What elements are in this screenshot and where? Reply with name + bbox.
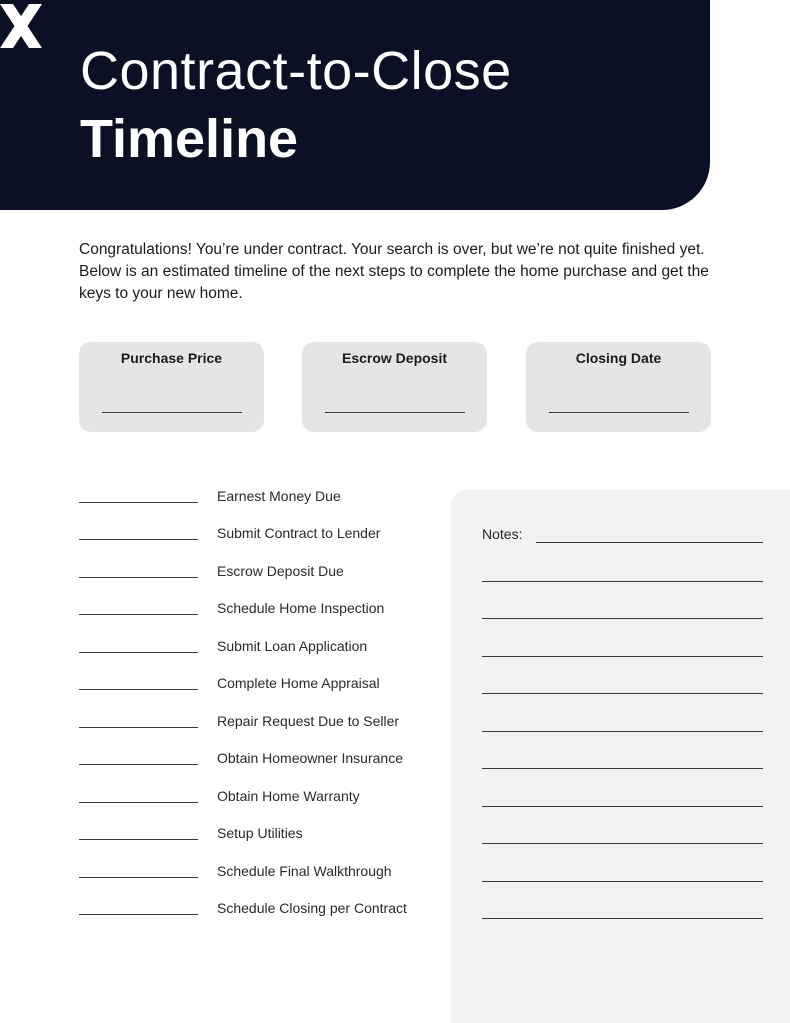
purchase-price-field[interactable] [102, 412, 242, 413]
header-banner [0, 0, 710, 210]
timeline-item-label: Escrow Deposit Due [217, 563, 344, 579]
timeline-item-label: Schedule Closing per Contract [217, 900, 407, 916]
notes-label: Notes: [482, 526, 523, 542]
notes-line[interactable] [482, 806, 763, 807]
timeline-date-field[interactable] [79, 877, 198, 878]
escrow-deposit-card [302, 342, 487, 432]
timeline-item-label: Obtain Home Warranty [217, 788, 360, 804]
timeline-date-field[interactable] [79, 539, 198, 540]
intro-paragraph: Congratulations! You’re under contract. Your search is over, but we’re not quite finished yet. Below is an estimated timeline of the next steps to complete the home purchase and get the keys to your new home. [79, 241, 709, 302]
timeline-date-field[interactable] [79, 764, 198, 765]
timeline-date-field[interactable] [79, 652, 198, 653]
notes-line[interactable] [482, 881, 763, 882]
timeline-date-field[interactable] [79, 689, 198, 690]
timeline-item-label: Submit Contract to Lender [217, 525, 381, 541]
timeline-date-field[interactable] [79, 577, 198, 578]
escrow-deposit-label: Escrow Deposit [341, 350, 448, 366]
x-logo-icon [0, 4, 42, 48]
timeline-date-field[interactable] [79, 502, 198, 503]
page-title-line1: Contract-to-Close [80, 41, 512, 101]
notes-line[interactable] [482, 656, 763, 657]
closing-date-field[interactable] [549, 412, 689, 413]
timeline-item-label: Schedule Final Walkthrough [217, 863, 392, 879]
closing-date-card [526, 342, 711, 432]
notes-line[interactable] [482, 581, 763, 582]
notes-line[interactable] [482, 768, 763, 769]
notes-line[interactable] [536, 542, 763, 543]
timeline-item-label: Earnest Money Due [217, 488, 341, 504]
purchase-price-card [79, 342, 264, 432]
escrow-deposit-field[interactable] [325, 412, 465, 413]
notes-line[interactable] [482, 731, 763, 732]
timeline-item-label: Repair Request Due to Seller [217, 713, 400, 729]
notes-panel [451, 490, 790, 1023]
closing-date-label: Closing Date [575, 350, 662, 366]
timeline-item-label: Schedule Home Inspection [217, 600, 385, 616]
notes-line[interactable] [482, 693, 763, 694]
purchase-price-label: Purchase Price [120, 350, 223, 366]
notes-line[interactable] [482, 843, 763, 844]
timeline-date-field[interactable] [79, 839, 198, 840]
timeline-date-field[interactable] [79, 914, 198, 915]
timeline-date-field[interactable] [79, 802, 198, 803]
notes-line[interactable] [482, 918, 763, 919]
page-title-line2: Timeline [80, 109, 299, 169]
notes-line[interactable] [482, 618, 763, 619]
timeline-item-label: Setup Utilities [217, 825, 303, 841]
timeline-date-field[interactable] [79, 614, 198, 615]
timeline-date-field[interactable] [79, 727, 198, 728]
timeline-item-label: Complete Home Appraisal [217, 675, 380, 691]
timeline-item-label: Submit Loan Application [217, 638, 368, 654]
timeline-item-label: Obtain Homeowner Insurance [217, 750, 403, 766]
